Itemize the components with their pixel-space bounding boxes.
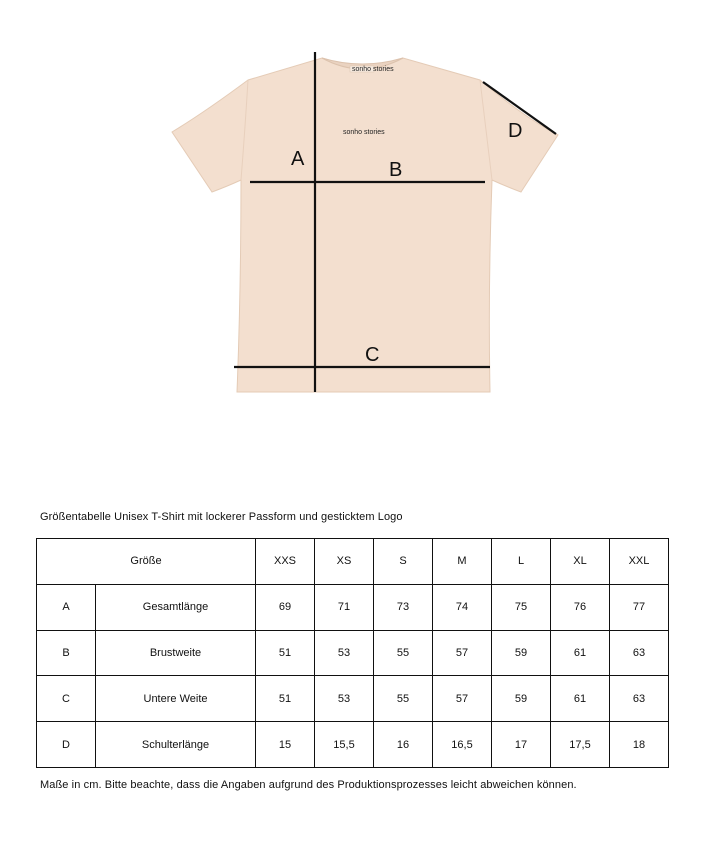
table-cell: 57 xyxy=(433,676,492,722)
table-cell: 51 xyxy=(256,630,315,676)
table-row xyxy=(37,676,669,722)
row-name: Gesamtlänge xyxy=(96,584,256,630)
table-cell: 76 xyxy=(551,584,610,630)
table-cell: 55 xyxy=(374,630,433,676)
neck-label-text: sonho stories xyxy=(352,66,394,73)
table-cell: 69 xyxy=(256,584,315,630)
size-chart-caption: Größentabelle Unisex T-Shirt mit lockerer Passform und gesticktem Logo xyxy=(40,511,403,523)
table-cell: 71 xyxy=(315,584,374,630)
row-code: B xyxy=(37,630,96,676)
table-cell: 61 xyxy=(551,676,610,722)
table-cell: 63 xyxy=(610,676,669,722)
measure-label-a: A xyxy=(291,148,305,170)
row-code: C xyxy=(37,676,96,722)
size-header: Größe xyxy=(37,539,256,585)
row-code: D xyxy=(37,722,96,768)
brand-print: sonho stories xyxy=(343,129,385,136)
size-column-header: L xyxy=(492,539,551,585)
table-cell: 59 xyxy=(492,676,551,722)
table-cell: 17 xyxy=(492,722,551,768)
table-cell: 16,5 xyxy=(433,722,492,768)
row-name: Brustweite xyxy=(96,630,256,676)
table-cell: 18 xyxy=(610,722,669,768)
table-row xyxy=(37,722,669,768)
table-cell: 15 xyxy=(256,722,315,768)
row-code: A xyxy=(37,584,96,630)
table-cell: 73 xyxy=(374,584,433,630)
table-cell: 63 xyxy=(610,630,669,676)
measure-label-b: B xyxy=(389,159,403,181)
size-column-header: XXS xyxy=(256,539,315,585)
table-row xyxy=(37,584,669,630)
measure-label-c: C xyxy=(365,344,380,366)
size-column-header: M xyxy=(433,539,492,585)
row-name: Untere Weite xyxy=(96,676,256,722)
size-column-header: S xyxy=(374,539,433,585)
table-cell: 59 xyxy=(492,630,551,676)
measurement-footnote: Maße in cm. Bitte beachte, dass die Angaben aufgrund des Produktionsprozesses leicht abweichen können. xyxy=(40,779,577,791)
table-cell: 53 xyxy=(315,630,374,676)
table-cell: 16 xyxy=(374,722,433,768)
table-cell: 55 xyxy=(374,676,433,722)
table-cell: 61 xyxy=(551,630,610,676)
measure-label-d: D xyxy=(508,120,523,142)
size-column-header: XL xyxy=(551,539,610,585)
table-cell: 15,5 xyxy=(315,722,374,768)
table-cell: 77 xyxy=(610,584,669,630)
table-cell: 74 xyxy=(433,584,492,630)
size-table xyxy=(36,538,669,768)
size-column-header: XS xyxy=(315,539,374,585)
table-cell: 75 xyxy=(492,584,551,630)
size-column-header: XXL xyxy=(610,539,669,585)
table-row xyxy=(37,630,669,676)
table-cell: 17,5 xyxy=(551,722,610,768)
tshirt-shape xyxy=(172,58,558,392)
table-cell: 51 xyxy=(256,676,315,722)
table-cell: 57 xyxy=(433,630,492,676)
row-name: Schulterlänge xyxy=(96,722,256,768)
table-header-row xyxy=(37,539,669,585)
table-cell: 53 xyxy=(315,676,374,722)
